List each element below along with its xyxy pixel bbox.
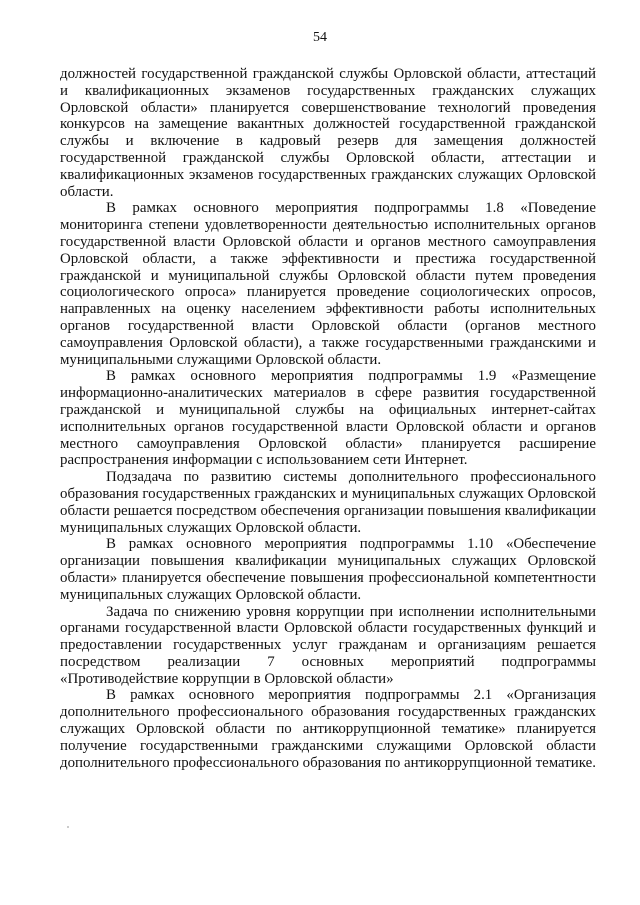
paragraph-subtask-education: Подзадача по развитию системы дополнительного профессионального образования государственных гражданских и муниципальных служащих Орловской области решается посредством обеспечения организации повышения квалификации муниципальных служащих Орловской области. xyxy=(60,469,596,536)
paragraph-activity-1-9: В рамках основного мероприятия подпрограммы 1.9 «Размещение информационно-аналитических материалов в сфере развития государственной гражданской и муниципальной службы на официальных интернет-сайтах исполнительных органов государственной власти Орловской области и органов местного самоуправления Орловской области» планируется расширение распространения информации с использованием сети Интернет. xyxy=(60,368,596,469)
paragraph-continuation: должностей государственной гражданской службы Орловской области, аттестаций и квалификационных экзаменов государственных гражданских служащих Орловской области» планируется совершенствование технологий проведения конкурсов на замещение вакантных должностей государственной гражданской службы и включение в кадровый резерв для замещения должностей государственной гражданской службы Орловской области, аттестации и квалификационных экзаменов государственных гражданских служащих Орловской области. xyxy=(60,66,596,200)
page-number: 54 xyxy=(313,30,327,45)
paragraph-task-corruption: Задача по снижению уровня коррупции при исполнении исполнительными органами государственной власти Орловской области государственных функций и предоставлении государственных услуг гражданам и организациям решается посредством реализации 7 основных мероприятий подпрограммы «Противодействие коррупции в Орловской области» xyxy=(60,603,596,687)
document-body xyxy=(60,66,596,771)
paragraph-activity-1-8: В рамках основного мероприятия подпрограммы 1.8 «Поведение мониторинга степени удовлетворенности деятельностью исполнительных органов государственной власти Орловской области и органов местного самоуправления Орловской области, а также эффективности и престижа государственной гражданской и муниципальной службы Орловской области путем проведения социологического опроса» планируется проведение социологических опросов, направленных на оценку населением эффективности работы исполнительных органов государственной власти Орловской области (органов местного самоуправления Орловской области), а также государственными гражданскими и муниципальными служащими Орловской области. xyxy=(60,200,596,368)
paragraph-activity-1-10: В рамках основного мероприятия подпрограммы 1.10 «Обеспечение организации повышения квалификации муниципальных служащих Орловской области» планируется обеспечение повышения профессиональной компетентности муниципальных служащих Орловской области. xyxy=(60,536,596,603)
paragraph-activity-2-1: В рамках основного мероприятия подпрограммы 2.1 «Организация дополнительного профессионального образования государственных гражданских служащих Орловской области по антикоррупционной тематике» планируется получение государственными гражданскими служащими Орловской области дополнительного профессионального образования по антикоррупционной тематике. xyxy=(60,687,596,771)
scan-speck xyxy=(67,826,69,828)
